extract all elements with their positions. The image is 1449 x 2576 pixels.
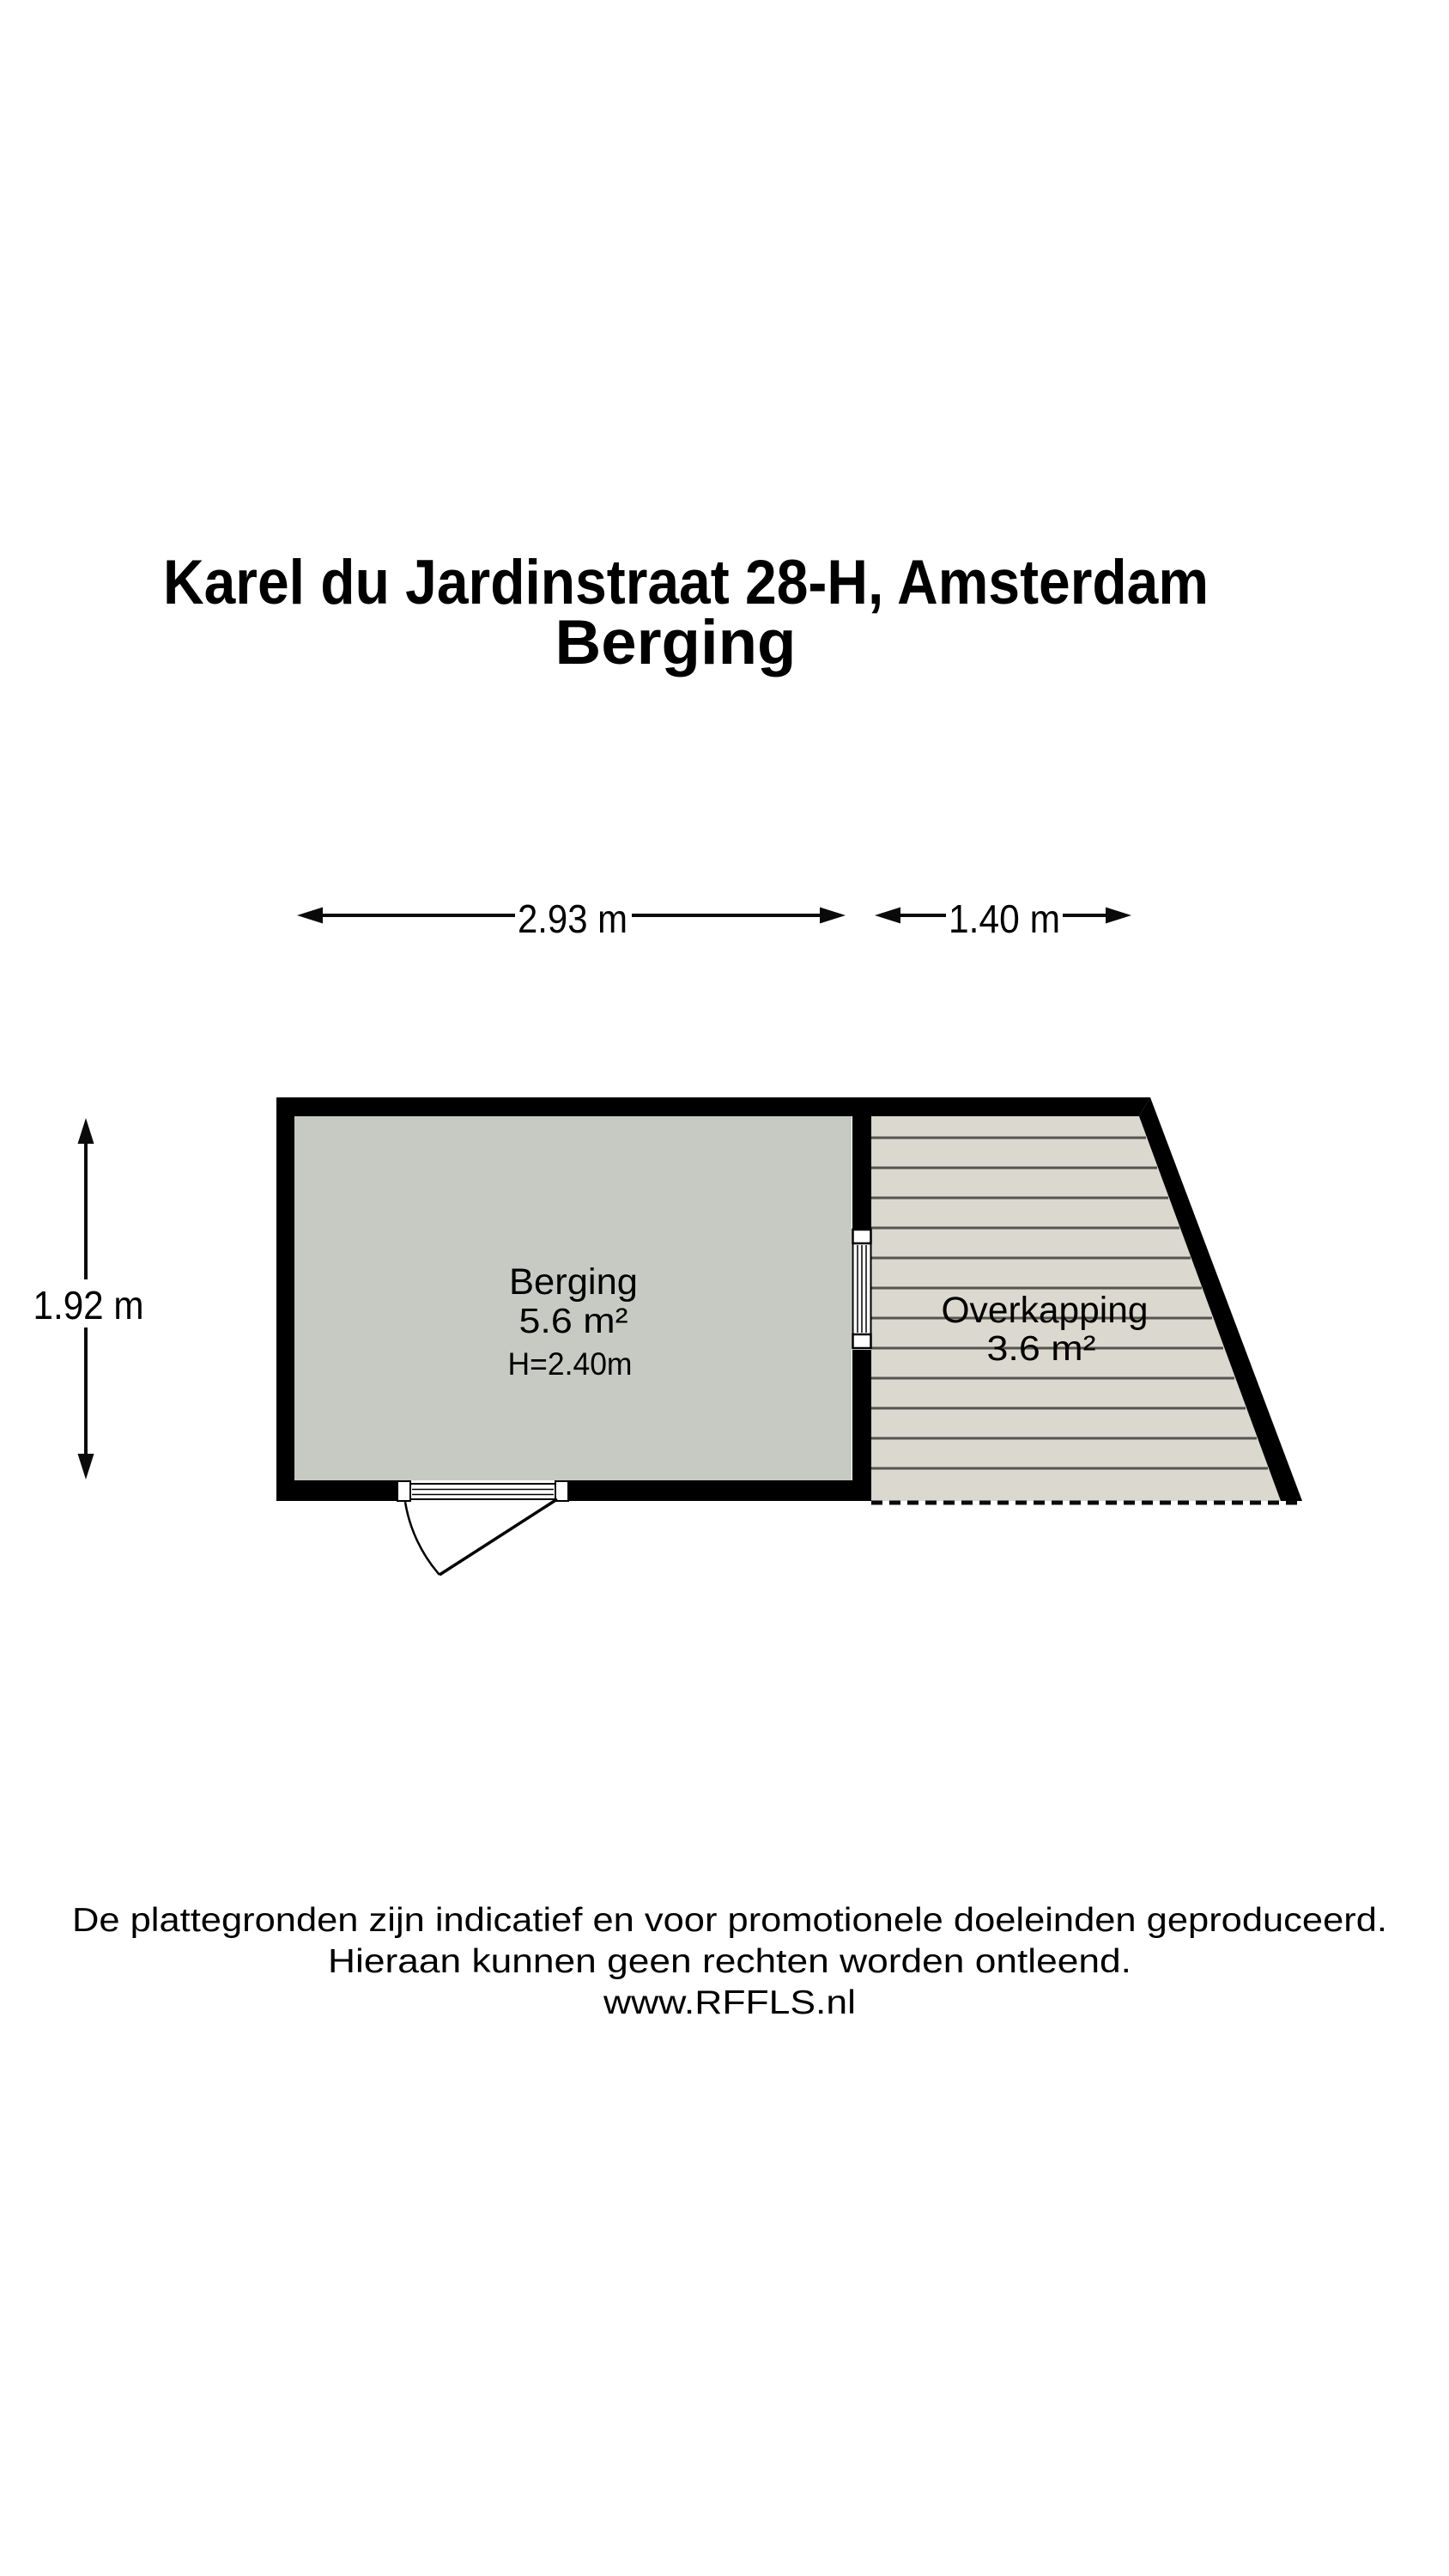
dimension-label-berging-width: 2.93 m: [518, 896, 627, 941]
wall-divider-upper-segment: [852, 1116, 871, 1230]
window-sill-top: [853, 1230, 871, 1243]
arrowhead-right-icon: [820, 908, 846, 924]
door-post-left: [397, 1481, 410, 1501]
door-swing-arc: [405, 1502, 440, 1575]
dimension-berging-width: [297, 896, 846, 941]
disclaimer-line-2: Hieraan kunnen geen rechten worden ontleend.: [328, 1943, 1131, 1980]
arrowhead-right-icon: [1106, 908, 1131, 924]
page-title: Karel du Jardinstraat 28-H, Amsterdam: [163, 548, 1209, 617]
wall-top: [276, 1097, 1150, 1116]
arrowhead-down-icon: [78, 1454, 94, 1479]
footer-disclaimer: [72, 1902, 1387, 2021]
door-post-right: [555, 1481, 568, 1501]
berging-room-label: Berging: [509, 1261, 638, 1303]
window-sill-bottom: [853, 1334, 871, 1348]
page-subtitle: Berging: [555, 608, 797, 677]
website-label: www.RFFLS.nl: [602, 1984, 856, 2021]
overkapping-area-label: 3.6 m²: [986, 1328, 1096, 1368]
disclaimer-line-1: De plattegronden zijn indicatief en voor promotionele doeleinden geproduceerd.: [72, 1902, 1388, 1939]
wall-left: [276, 1097, 294, 1501]
arrowhead-up-icon: [78, 1118, 94, 1144]
wall-divider-lower-segment: [852, 1350, 871, 1480]
dimension-label-berging-depth: 1.92 m: [33, 1283, 144, 1327]
dimension-label-overkapping-width: 1.40 m: [949, 896, 1060, 941]
door-threshold: [410, 1484, 555, 1499]
window: [853, 1230, 871, 1348]
berging-area-label: 5.6 m²: [518, 1301, 628, 1340]
wall-bottom-left-segment: [276, 1480, 397, 1501]
wall-bottom-right-segment: [568, 1480, 871, 1501]
arrowhead-left-icon: [297, 908, 323, 924]
dimension-berging-depth: [33, 1118, 144, 1479]
door: [397, 1481, 568, 1575]
title-block: [163, 548, 1209, 677]
berging-ceiling-height-label: H=2.40m: [507, 1346, 633, 1382]
overkapping-room-label: Overkapping: [941, 1290, 1149, 1331]
dimension-overkapping-width: [875, 896, 1131, 941]
door-leaf: [440, 1499, 557, 1575]
arrowhead-left-icon: [875, 908, 900, 924]
